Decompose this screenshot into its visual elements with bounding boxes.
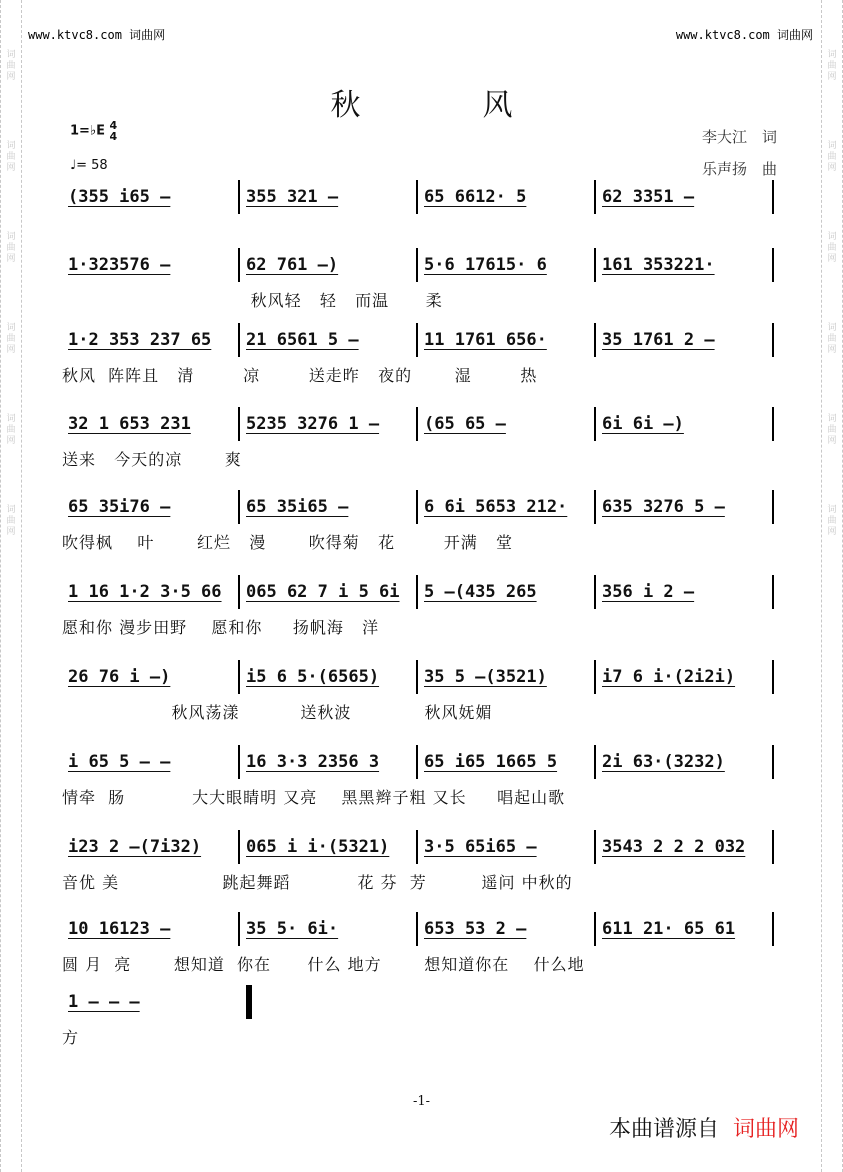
notation-line: [62, 407, 774, 441]
measure: [62, 830, 238, 864]
side-watermark-char: 网: [827, 254, 837, 264]
barline: [772, 745, 774, 779]
measure-notes: 3·5 65i65 –: [424, 837, 537, 857]
measure: [596, 660, 772, 694]
side-watermark-char: 网: [827, 72, 837, 82]
lyric-line: 送来 今天的凉 爽: [62, 450, 242, 469]
lyric-line: 音优 美 跳起舞蹈 花 芬 芳 遥问 中秋的: [62, 873, 573, 892]
notation-line: [62, 323, 774, 357]
side-watermark-char: 曲: [6, 152, 16, 162]
key-signature: [70, 120, 117, 142]
barline: [772, 248, 774, 282]
source-brand-link[interactable]: 词曲网: [732, 1117, 799, 1142]
right-side-watermark: [821, 50, 843, 596]
barline: [772, 912, 774, 946]
measure: [240, 323, 416, 357]
time-signature: [109, 120, 117, 142]
side-watermark-char: 网: [6, 345, 16, 355]
measure-notes: 611 21· 65 61: [602, 919, 736, 939]
measure-notes: 62 761 –): [246, 255, 339, 275]
side-watermark-char: 网: [827, 345, 837, 355]
score-row: [62, 985, 774, 1059]
measure: [418, 660, 594, 694]
measure-notes: 21 6561 5 –: [246, 330, 359, 350]
tempo-marking: ♩= 58: [70, 158, 108, 173]
measure-notes: (65 65 –: [424, 414, 506, 434]
key-label: 1=♭E: [70, 123, 105, 139]
measure-notes: 1·323576 –: [68, 255, 171, 275]
notation-line: [62, 248, 774, 282]
measure-notes: 653 53 2 –: [424, 919, 527, 939]
measure: [596, 830, 772, 864]
measure-notes: 32 1 653 231: [68, 414, 191, 434]
notation-line: [62, 660, 774, 694]
measure: [62, 575, 238, 609]
side-watermark-char: 网: [6, 254, 16, 264]
score-row: [62, 575, 774, 649]
measure: [62, 407, 238, 441]
barline: [772, 180, 774, 214]
measure-notes: i5 6 5·(6565): [246, 667, 380, 687]
measure: [240, 407, 416, 441]
side-watermark-char: 词: [827, 505, 837, 515]
side-watermark-char: 曲: [6, 243, 16, 253]
measure: [62, 912, 238, 946]
site-watermark-right[interactable]: www.ktvc8.com 词曲网: [675, 28, 813, 42]
measure: [418, 248, 594, 282]
score-row: [62, 830, 774, 904]
measure: [596, 180, 772, 214]
score-row: [62, 912, 774, 986]
measure-notes: 1 – – –: [68, 992, 140, 1012]
final-barline: [246, 985, 252, 1019]
lyric-line: 圆 月 亮 想知道 你在 什么 地方 想知道你在 什么地: [62, 955, 585, 974]
measure-notes: 161 353221·: [602, 255, 715, 275]
barline: [772, 407, 774, 441]
barline: [772, 830, 774, 864]
score-row: [62, 660, 774, 734]
side-watermark-char: 词: [6, 414, 16, 424]
measure-notes: 1·2 353 237 65: [68, 330, 212, 350]
lyric-line: 愿和你 漫步田野 愿和你 扬帆海 洋: [62, 618, 380, 637]
side-watermark-char: 曲: [6, 425, 16, 435]
measure: [596, 407, 772, 441]
side-watermark-char: 曲: [6, 334, 16, 344]
side-watermark-char: 网: [827, 163, 837, 173]
measure-notes: i23 2 –(7i32): [68, 837, 202, 857]
side-watermark-char: 网: [6, 163, 16, 173]
score-row: [62, 745, 774, 819]
time-bottom: 4: [109, 130, 118, 143]
measure-notes: 35 5 –(3521): [424, 667, 547, 687]
measure-notes: 62 3351 –: [602, 187, 695, 207]
measure: [418, 407, 594, 441]
lyric-line: 秋风轻 轻 而温 柔: [62, 291, 443, 310]
side-watermark-char: 曲: [827, 334, 837, 344]
measure-notes: i7 6 i·(2i2i): [602, 667, 736, 687]
side-watermark-char: 词: [6, 232, 16, 242]
notation-line: [62, 912, 774, 946]
measure: [62, 248, 238, 282]
side-watermark-char: 词: [6, 323, 16, 333]
measure-notes: 065 62 7 i 5 6i: [246, 582, 400, 602]
side-watermark-char: 曲: [827, 61, 837, 71]
side-watermark-char: 曲: [6, 516, 16, 526]
measure: [596, 745, 772, 779]
page-number: -1-: [412, 1094, 431, 1109]
measure-notes: 65 i65 1665 5: [424, 752, 558, 772]
measure: [418, 575, 594, 609]
side-watermark-char: 曲: [827, 152, 837, 162]
measure-notes: 6i 6i –): [602, 414, 684, 434]
measure-notes: i 65 5 – –: [68, 752, 171, 772]
barline: [772, 660, 774, 694]
side-watermark-char: 网: [6, 527, 16, 537]
measure-notes: 65 35i76 –: [68, 497, 171, 517]
measure-notes: 11 1761 656·: [424, 330, 547, 350]
song-title: 秋 风: [330, 88, 559, 123]
source-credit: [609, 1112, 799, 1143]
measure: [596, 490, 772, 524]
barline: [772, 490, 774, 524]
time-top: 4: [109, 119, 118, 132]
measure-notes: (355 i65 –: [68, 187, 171, 207]
score-row: [62, 323, 774, 397]
notation-line: [62, 575, 774, 609]
measure-notes: 16 3·3 2356 3: [246, 752, 380, 772]
measure: [596, 575, 772, 609]
measure: [418, 323, 594, 357]
side-watermark-char: 词: [827, 232, 837, 242]
measure-notes: 356 i 2 –: [602, 582, 695, 602]
measure: [596, 323, 772, 357]
measure: [240, 248, 416, 282]
lyric-line: 秋风 阵阵且 清 凉 送走昨 夜的 湿 热: [62, 366, 538, 385]
lyric-line: 情牵 肠 大大眼睛明 又亮 黑黑辫子粗 又长 唱起山歌: [62, 788, 566, 807]
measure-notes: 5235 3276 1 –: [246, 414, 380, 434]
side-watermark-char: 词: [827, 50, 837, 60]
notation-line: [62, 490, 774, 524]
score-row: [62, 248, 774, 322]
left-side-watermark: [0, 50, 22, 596]
notation-line: [62, 180, 774, 214]
measure: [62, 323, 238, 357]
side-watermark-char: 网: [6, 72, 16, 82]
measure: [62, 660, 238, 694]
measure: [62, 985, 243, 1019]
side-watermark-char: 词: [827, 141, 837, 151]
side-watermark-char: 词: [827, 323, 837, 333]
measure-notes: 1 16 1·2 3·5 66: [68, 582, 222, 602]
measure-notes: 2i 63·(3232): [602, 752, 725, 772]
side-watermark-char: 网: [827, 527, 837, 537]
measure-notes: 6 6i 5653 212·: [424, 497, 568, 517]
measure: [240, 575, 416, 609]
measure-notes: 3543 2 2 2 032: [602, 837, 746, 857]
score-row: [62, 407, 774, 481]
notation-line: [62, 745, 774, 779]
measure: [418, 830, 594, 864]
side-watermark-char: 词: [6, 141, 16, 151]
source-label: 本曲谱源自: [608, 1117, 719, 1142]
side-watermark-char: 词: [827, 414, 837, 424]
barline: [772, 575, 774, 609]
measure-notes: 065 i i·(5321): [246, 837, 390, 857]
measure-notes: 5 –(435 265: [424, 582, 537, 602]
measure: [418, 912, 594, 946]
side-watermark-char: 词: [6, 505, 16, 515]
lyricist-credit: 李大江 词: [701, 128, 777, 146]
measure-notes: 35 5· 6i·: [246, 919, 339, 939]
side-watermark-char: 网: [6, 436, 16, 446]
measure: [240, 830, 416, 864]
side-watermark-char: 曲: [827, 425, 837, 435]
site-watermark-left[interactable]: www.ktvc8.com 词曲网: [28, 28, 166, 42]
measure: [418, 745, 594, 779]
measure: [240, 660, 416, 694]
measure-notes: 355 321 –: [246, 187, 339, 207]
measure-notes: 65 6612· 5: [424, 187, 527, 207]
measure: [62, 745, 238, 779]
measure: [240, 912, 416, 946]
notation-line: [62, 830, 774, 864]
measure: [596, 912, 772, 946]
measure: [418, 180, 594, 214]
side-watermark-char: 曲: [827, 516, 837, 526]
score-row: [62, 490, 774, 564]
lyric-line: 方: [62, 1028, 80, 1047]
measure-notes: 26 76 i –): [68, 667, 171, 687]
notation-line: [62, 985, 252, 1019]
measure: [62, 180, 238, 214]
side-watermark-char: 曲: [6, 61, 16, 71]
side-watermark-char: 网: [827, 436, 837, 446]
measure-notes: 635 3276 5 –: [602, 497, 725, 517]
composer-credit: 乐声扬 曲: [701, 160, 777, 178]
measure-notes: 5·6 17615· 6: [424, 255, 547, 275]
measure: [596, 248, 772, 282]
measure-notes: 10 16123 –: [68, 919, 171, 939]
score-row: [62, 180, 774, 254]
side-watermark-char: 曲: [827, 243, 837, 253]
measure: [240, 745, 416, 779]
measure-notes: 35 1761 2 –: [602, 330, 715, 350]
measure: [240, 180, 416, 214]
side-watermark-char: 词: [6, 50, 16, 60]
measure: [62, 490, 238, 524]
measure: [240, 490, 416, 524]
lyric-line: 吹得枫 叶 红烂 漫 吹得菊 花 开满 堂: [62, 533, 514, 552]
measure-notes: 65 35i65 –: [246, 497, 349, 517]
measure: [418, 490, 594, 524]
lyric-line: 秋风荡漾 送秋波 秋风妩媚: [62, 703, 493, 722]
barline: [772, 323, 774, 357]
